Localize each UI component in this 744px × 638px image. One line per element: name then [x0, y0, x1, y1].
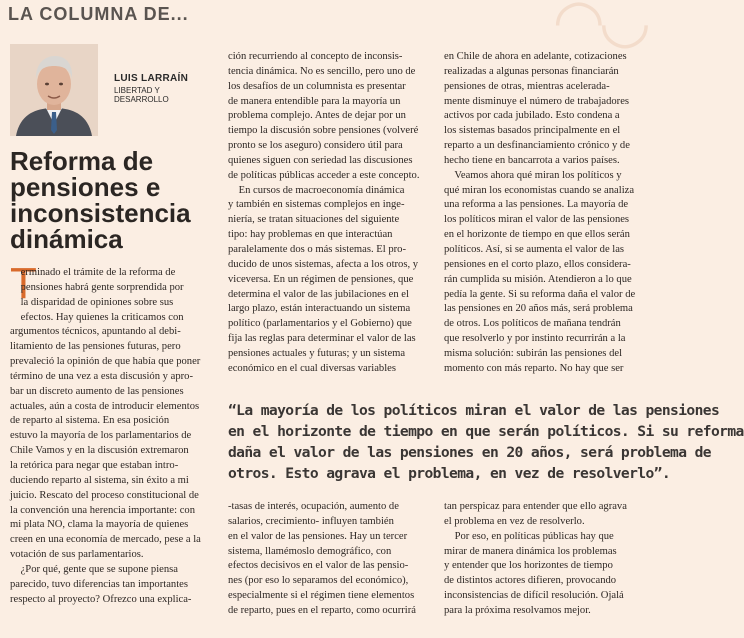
author-portrait-image — [10, 44, 98, 136]
author-photo — [10, 44, 98, 136]
pull-quote: “La mayoría de los políticos miran el valor de las pensiones en el horizonte de tiempo en que serán políticos. Si su reforma daña el valor de las pensiones en 20 años, será problema de otros. Esto agrava el problema, en vez de resolverlo”. — [228, 402, 744, 482]
body-column-1: erminado el trámite de la reforma de pensiones habrá gente sorprendida por la disparidad de opiniones sobre sus efectos. Hay quienes la criticamos con argumentos técnicos, apuntando al debi- litamiento de las pensiones futuras, pero prevaleció la opinión de que había que poner término de una vez a esta discusión y apro- bar un discreto aumento de las pensiones actuales, aún a costa de introducir elementos de reparto al sistema. En esa posición estuvo la mayoría de los parlamentarios de Chile Vamos y en la discusión extremaron la retórica para negar que estaban intro- duciendo reparto al sistema, sin éxito a mi juicio. Rescato del proceso constitucional de la convención una herencia importante: con mi plata NO, clama la mayoría de quienes creen en una economía de mercado, pese a la votación de sus parlamentarios. ¿Por qué, gente que se supone piensa parecido, tuvo diferencias tan importantes respecto al proyecto? Ofrezco una explica- — [10, 267, 201, 605]
decorative-background-mark: ◠◡ — [555, 0, 648, 56]
article-headline: Reforma de pensiones e inconsistencia dinámica — [10, 146, 191, 254]
body-column-3: en Chile de ahora en adelante, cotizaciones realizadas a algunas personas financiarán pensiones de otras, mientras acelerada- mente disminuye el número de trabajadores activos por cada jubilado. Esto condena a los sistemas basados principalmente en el reparto a un desfinanciamiento crónico y de hecho tiene en bancarrota a varios países. Veamos ahora qué miran los políticos y qué miran los economistas cuando se analiza una reforma a las pensiones. La mayoría de los políticos miran el valor de las pensiones en el horizonte de tiempo en que ellos serán políticos. Así, si se aumenta el valor de las pensiones en el corto plazo, ellos considera- rán cumplida su misión. Atendieron a lo que pedía la gente. Si su reforma daña el valor de las pensiones en 20 años más, será problema de otros. Los políticos de mañana tendrán que resolverlo y por instinto recurrirán a la misma solución: subirán las pensiones del momento con más reparto. No hay que ser — [444, 51, 636, 374]
drop-cap: T — [10, 259, 37, 308]
author-affiliation: LIBERTAD Y DESARROLLO — [114, 86, 169, 104]
body-column-2: ción recurriendo al concepto de inconsis- tencia dinámica. No es sencillo, pero uno de los desafíos de un columnista es presentar de manera entendible para la mayoría un problema complejo. Antes de dejar por un tiempo la discusión sobre pensiones (volveré pronto se los aseguro) considero útil para quienes siguen con seriedad las discusiones de políticas públicas acceder a este concepto. En cursos de macroeconomía dinámica y también en sistemas complejos en inge- niería, se tratan situaciones del siguiente tipo: hay problemas en que interactúan paralelamente dos o más sistemas. El pro- ducido de unos sistemas, afecta a los otros, y viceversa. En un régimen de pensiones, que determina el valor de las jubilaciones en el largo plazo, están interactuando un sistema político (parlamentarios y el Gobierno) que fija las reglas para determinar el valor de las pensiones actuales y futuras; y un sistema económico en el cual diversas variables — [228, 51, 420, 374]
body-column-2-continued: -tasas de interés, ocupación, aumento de salarios, crecimiento- influyen también en el valor de las pensiones. Hay un tercer sistema, llamémoslo demográfico, con efectos decisivos en el valor de las pensio- nes (por eso lo separamos del económico), especialmente si el régimen tiene elementos de reparto, pues en el reparto, como ocurrirá — [228, 501, 416, 616]
body-column-3-continued: tan perspicaz para entender que ello agrava el problema en vez de resolverlo. Por eso, en políticas públicas hay que mirar de manera dinámica los problemas y entender que los horizontes de tiempo de distintos actores difieren, provocando inconsistencias de difícil resolución. Ojalá para la próxima resolvamos mejor. — [444, 501, 627, 616]
author-byline — [114, 73, 188, 104]
author-name: LUIS LARRAÍN — [114, 73, 189, 84]
section-title: LA COLUMNA DE... — [8, 4, 189, 24]
